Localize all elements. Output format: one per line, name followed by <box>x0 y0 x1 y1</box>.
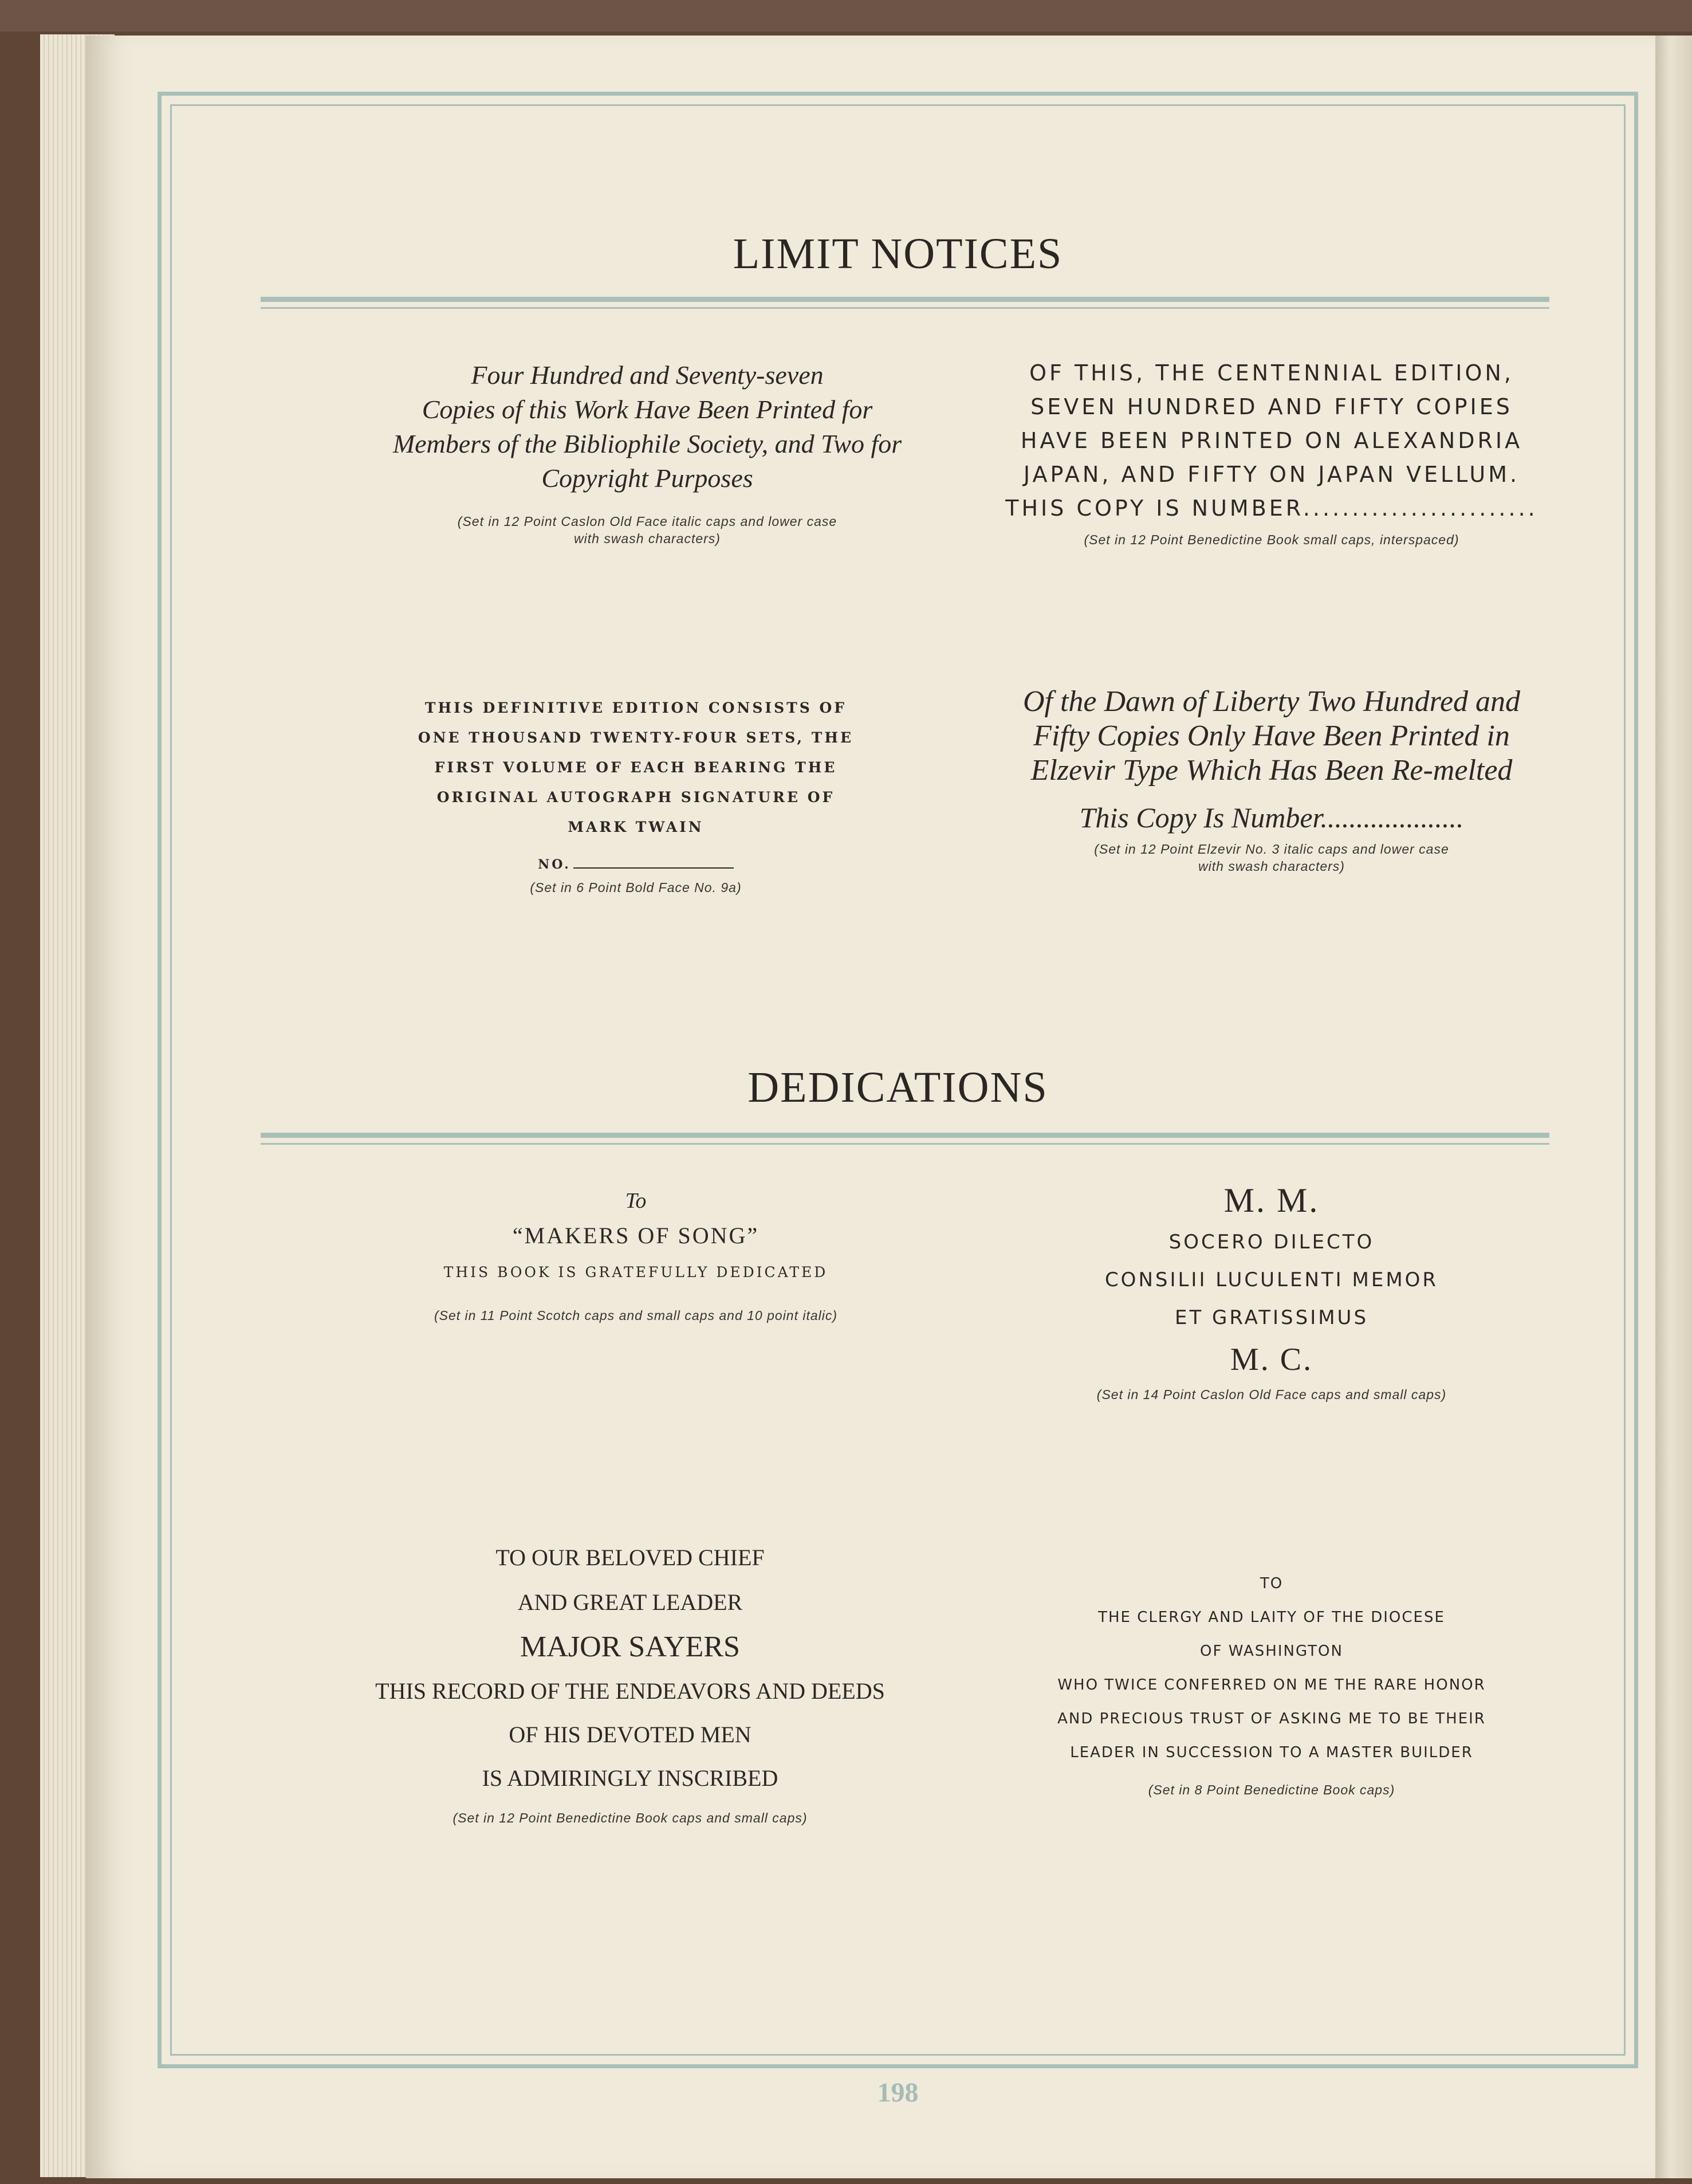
notice-line: Four Hundred and Seventy-seven <box>471 360 824 390</box>
notice-line: Fifty Copies Only Have Been Printed in <box>1033 720 1510 752</box>
typeface-note: (Set in 12 Point Benedictine Book caps and small caps) <box>452 1810 808 1825</box>
notice-line: Of the Dawn of Liberty Two Hundred and <box>1022 685 1521 718</box>
dedication-line: AND GREAT LEADER <box>517 1589 743 1615</box>
notice-line: Members of the Bibliophile Society, and Two for <box>392 429 902 458</box>
dedication-line: AND PRECIOUS TRUST OF ASKING ME TO BE THEIR <box>1057 1710 1486 1727</box>
typeface-note: with swash characters) <box>1198 859 1345 874</box>
dedication-line: SOCERO DILECTO <box>1168 1231 1375 1254</box>
dedication-to: To <box>625 1189 647 1213</box>
number-blank <box>573 867 734 869</box>
typeface-note: (Set in 14 Point Caslon Old Face caps and small caps) <box>1096 1387 1447 1402</box>
dedication-line: OF HIS DEVOTED MEN <box>509 1722 751 1747</box>
dedication-line: ET GRATISSIMUS <box>1174 1306 1369 1329</box>
dedications-title: DEDICATIONS <box>747 1063 1048 1111</box>
notice-line: FIRST VOLUME OF EACH BEARING THE <box>434 759 837 776</box>
notice-line: HAVE BEEN PRINTED ON ALEXANDRIA <box>1020 428 1523 453</box>
typeface-note: (Set in 11 Point Scotch caps and small caps and 10 point italic) <box>434 1308 838 1323</box>
notice-line: MARK TWAIN <box>568 819 704 835</box>
dedication-line: THIS RECORD OF THE ENDEAVORS AND DEEDS <box>375 1678 885 1704</box>
initials-bottom: M. C. <box>1230 1342 1313 1377</box>
dedications-rule <box>261 1133 1549 1138</box>
notice-line: Copies of this Work Have Been Printed for <box>422 395 873 424</box>
dedication-line: IS ADMIRINGLY INSCRIBED <box>482 1765 778 1791</box>
dedication-major-sayers <box>229 1535 1031 1826</box>
notice-line: JAPAN, AND FIFTY ON JAPAN VELLUM. <box>1023 462 1520 487</box>
dedication-latin <box>928 1177 1615 1403</box>
dedication-line: LEADER IN SUCCESSION TO A MASTER BUILDER <box>1070 1744 1473 1761</box>
typeface-note: (Set in 6 Point Bold Face No. 9a) <box>530 880 742 895</box>
limit-notice-benedictine <box>928 356 1615 548</box>
notice-line: ONE THOUSAND TWENTY-FOUR SETS, THE <box>418 729 854 746</box>
dedication-line: CONSILII LUCULENTI MEMOR <box>1104 1268 1439 1291</box>
typeface-note: (Set in 12 Point Benedictine Book small caps, interspaced) <box>1084 532 1459 547</box>
next-page-edge <box>1655 36 1692 2178</box>
dedication-line: THE CLERGY AND LAITY OF THE DIOCESE <box>1098 1609 1445 1626</box>
typeface-note: (Set in 12 Point Caslon Old Face italic caps and lower case <box>457 514 837 529</box>
copy-number-line: This Copy Is Number.................... <box>1079 802 1464 834</box>
notice-line: THIS DEFINITIVE EDITION CONSISTS OF <box>424 700 847 716</box>
limit-notice-bold-face <box>263 693 1008 895</box>
limit-notices-rule-thin <box>261 307 1549 309</box>
typeface-note: (Set in 12 Point Elzevir No. 3 italic caps and lower case <box>1094 842 1449 857</box>
notice-line: Elzevir Type Which Has Been Re-melted <box>1030 754 1513 787</box>
dedication-line: TO OUR BELOVED CHIEF <box>495 1545 765 1570</box>
notice-line: ORIGINAL AUTOGRAPH SIGNATURE OF <box>436 789 835 806</box>
limit-notices-rule <box>261 297 1549 302</box>
notice-line: THIS COPY IS NUMBER........................ <box>1005 496 1538 521</box>
dedication-makers-of-song <box>263 1183 1008 1323</box>
dedications-rule-thin <box>261 1143 1549 1145</box>
dedication-line: TO <box>1260 1575 1284 1592</box>
limit-notices-title: LIMIT NOTICES <box>733 230 1063 278</box>
dedication-name: MAJOR SAYERS <box>520 1631 740 1663</box>
dedication-diocese <box>928 1567 1615 1798</box>
dedication-line: OF WASHINGTON <box>1200 1643 1343 1660</box>
dedication-name: “MAKERS OF SONG” <box>512 1223 760 1248</box>
notice-line: SEVEN HUNDRED AND FIFTY COPIES <box>1030 394 1513 419</box>
typeface-note: (Set in 8 Point Benedictine Book caps) <box>1148 1782 1395 1797</box>
typeface-note: with swash characters) <box>574 531 721 546</box>
notice-line: Copyright Purposes <box>541 463 753 493</box>
dedication-line: THIS BOOK IS GRATEFULLY DEDICATED <box>443 1264 828 1280</box>
initials-top: M. M. <box>1223 1181 1320 1219</box>
page-number: 198 <box>877 2077 919 2108</box>
notice-line: OF THIS, THE CENTENNIAL EDITION, <box>1029 360 1514 386</box>
dedication-line: WHO TWICE CONFERRED ON ME THE RARE HONOR <box>1057 1676 1486 1694</box>
limit-notice-elzevir <box>899 685 1644 875</box>
number-label: NO. <box>538 857 571 872</box>
